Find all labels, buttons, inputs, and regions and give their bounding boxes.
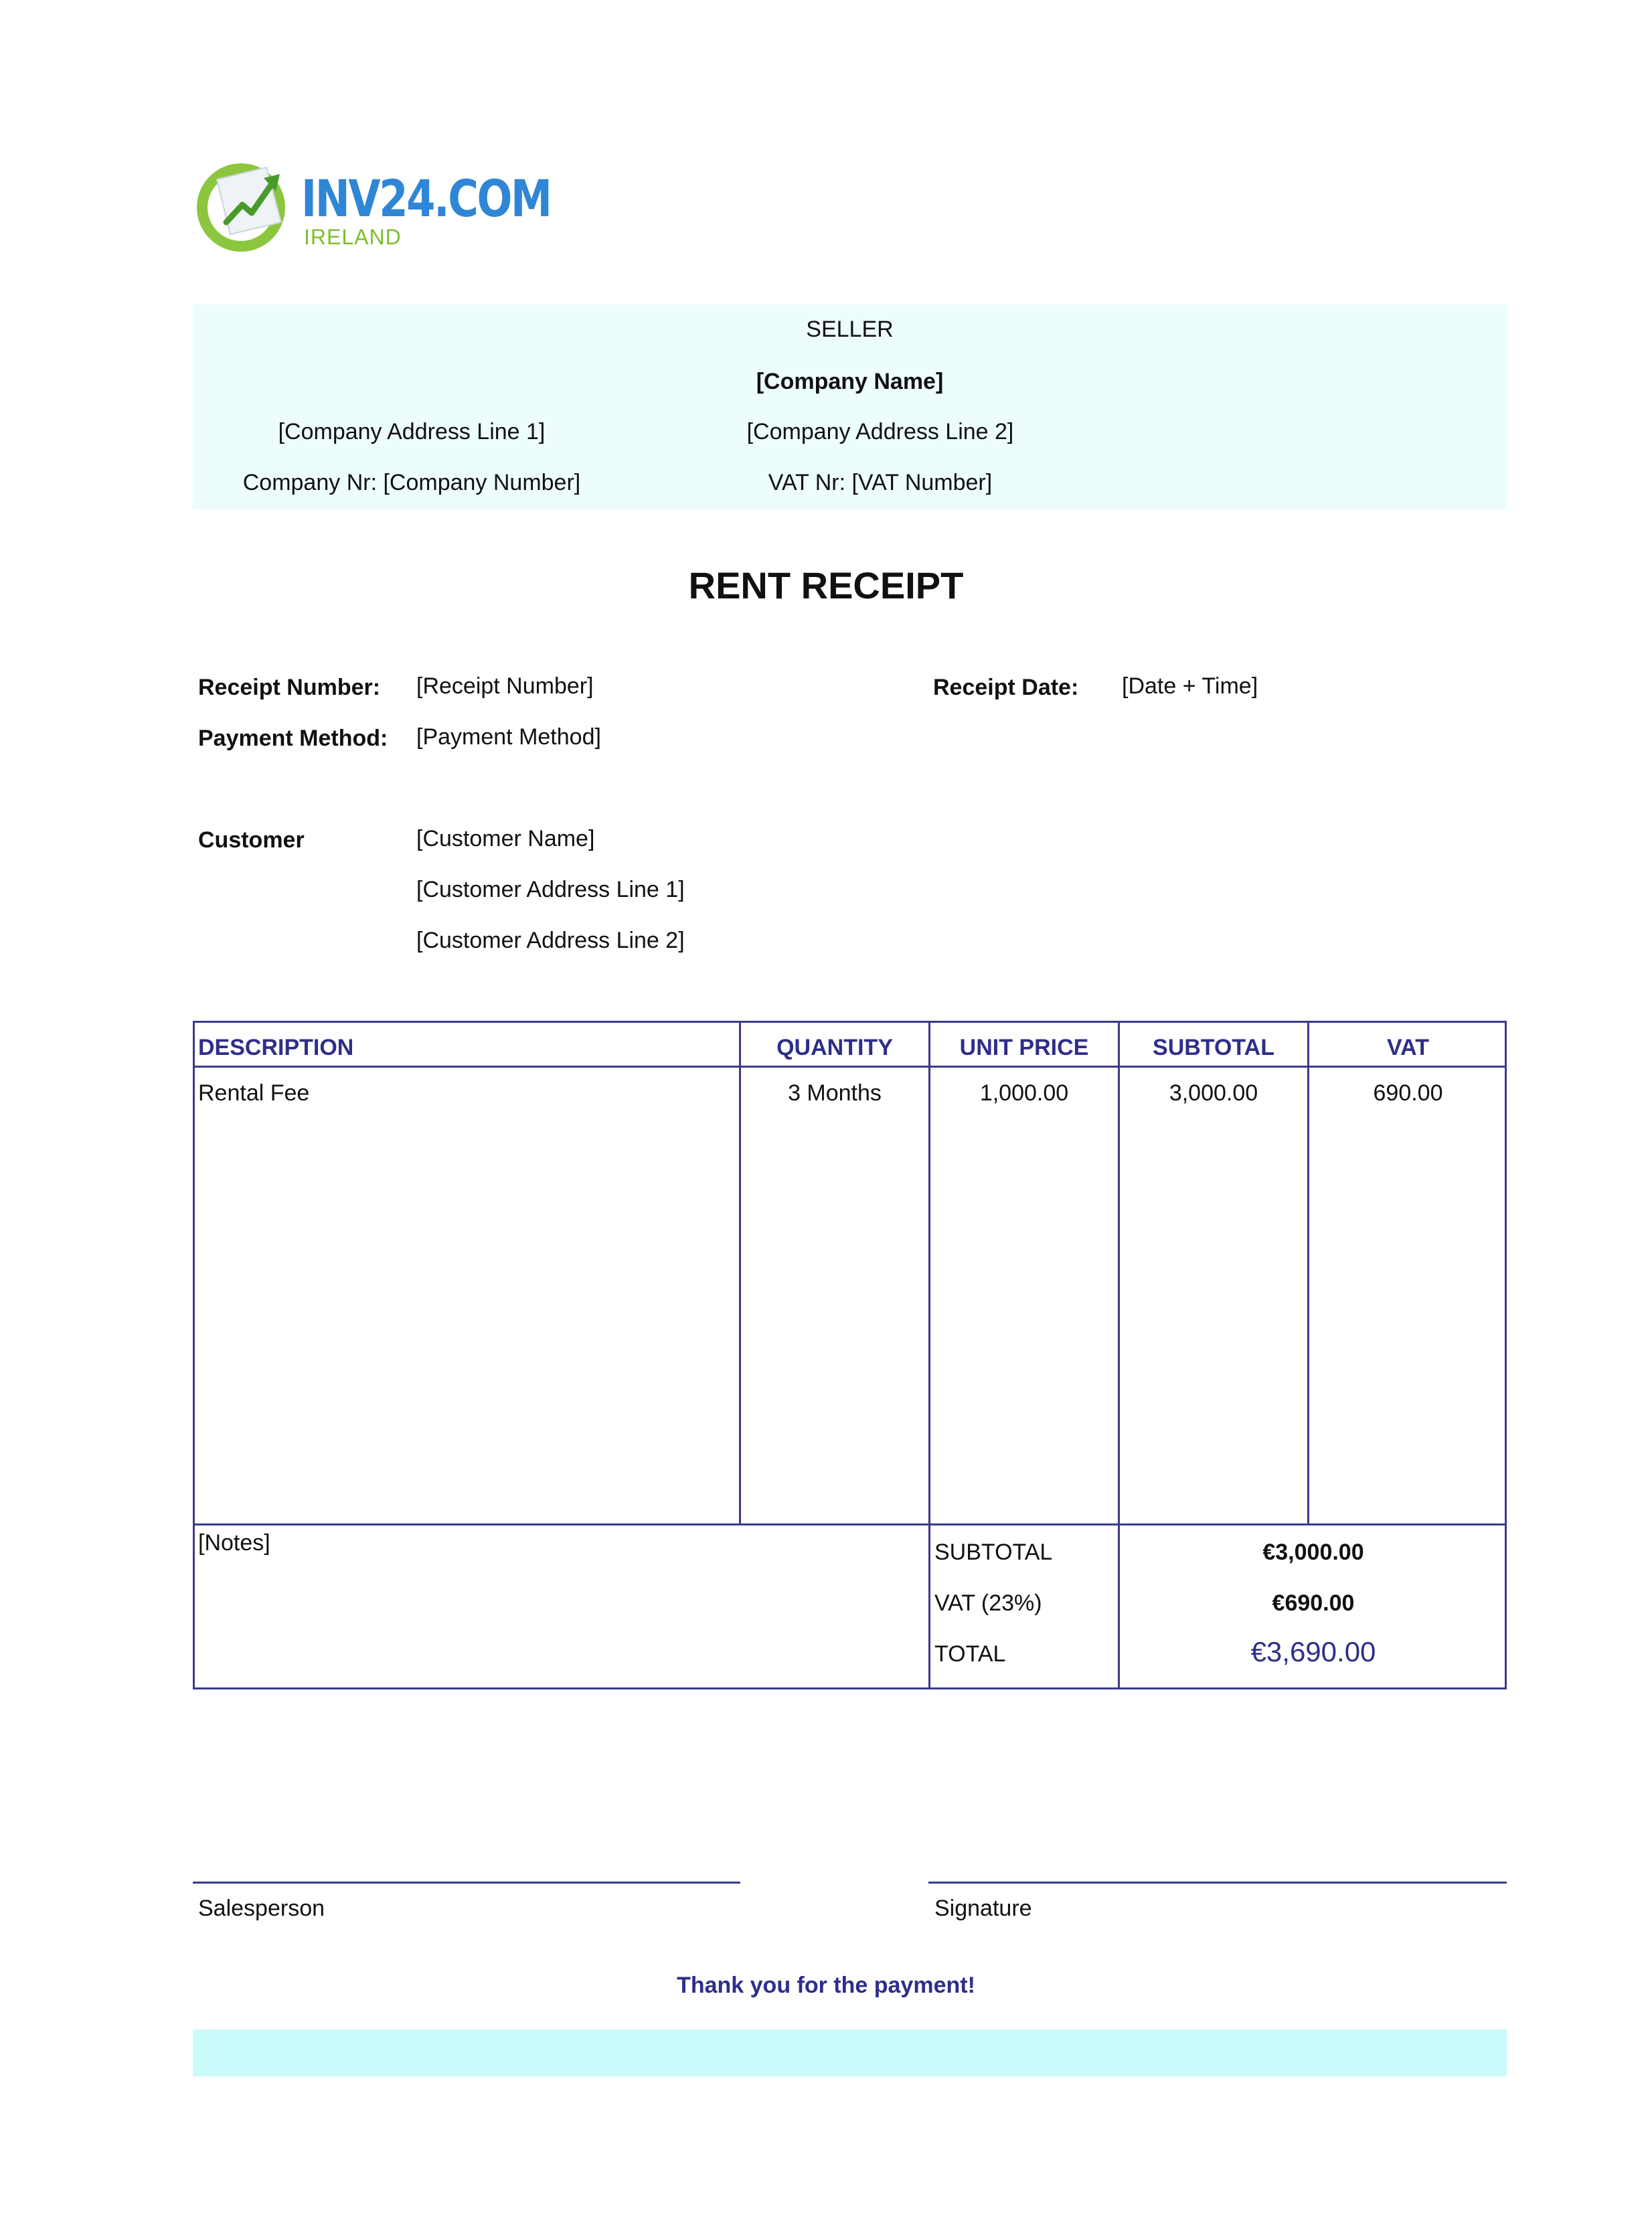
- seller-company-name: [Company Name]: [756, 369, 944, 394]
- company-logo: [194, 155, 551, 256]
- footer-bar: [193, 2030, 1507, 2076]
- table-body-divider: [193, 1523, 1507, 1525]
- chart-arrow-icon: [194, 155, 295, 256]
- seller-address-line-1: [Company Address Line 1]: [278, 419, 546, 444]
- customer-address-line-1: [Customer Address Line 1]: [416, 877, 685, 902]
- customer-signature-line: [928, 1882, 1507, 1884]
- seller-address-line-2: [Company Address Line 2]: [746, 419, 1014, 444]
- notes: [Notes]: [198, 1530, 270, 1556]
- receipt-date-label: Receipt Date:: [933, 675, 1079, 700]
- payment-method-value: [Payment Method]: [416, 724, 601, 750]
- receipt-date-value: [Date + Time]: [1122, 673, 1258, 699]
- salesperson-signature-line: [193, 1882, 740, 1884]
- row-subtotal: 3,000.00: [1169, 1080, 1258, 1106]
- totals-total-label: TOTAL: [934, 1641, 1006, 1667]
- customer-name: [Customer Name]: [416, 826, 595, 851]
- logo-subtitle: IRELAND: [304, 225, 402, 249]
- receipt-number-value: [Receipt Number]: [416, 673, 594, 699]
- logo-brand: INV24.COM: [301, 169, 551, 228]
- seller-vat-number: VAT Nr: [VAT Number]: [768, 470, 993, 495]
- header-vat: VAT: [1387, 1035, 1429, 1060]
- header-description: DESCRIPTION: [198, 1035, 354, 1060]
- row-unit-price: 1,000.00: [979, 1080, 1069, 1106]
- row-vat: 690.00: [1373, 1080, 1443, 1106]
- row-quantity: 3 Months: [788, 1080, 882, 1106]
- table-col-divider-3: [1118, 1021, 1120, 1689]
- customer-address-line-2: [Customer Address Line 2]: [416, 928, 685, 953]
- table-col-divider-2: [928, 1021, 930, 1689]
- receipt-number-label: Receipt Number:: [198, 675, 381, 700]
- header-unit-price: UNIT PRICE: [959, 1035, 1089, 1060]
- customer-label: Customer: [198, 827, 305, 853]
- totals-total-value: €3,690.00: [1250, 1636, 1376, 1667]
- payment-method-label: Payment Method:: [198, 726, 388, 751]
- line-items-table: [193, 1021, 1507, 1689]
- row-description: Rental Fee: [198, 1080, 310, 1106]
- page-title: RENT RECEIPT: [688, 564, 964, 606]
- signature-label: Signature: [934, 1896, 1032, 1921]
- header-quantity: QUANTITY: [776, 1035, 893, 1060]
- totals-subtotal-value: €3,000.00: [1262, 1540, 1364, 1565]
- thank-you-message: Thank you for the payment!: [677, 1973, 975, 1998]
- salesperson-label: Salesperson: [198, 1896, 325, 1921]
- totals-subtotal-label: SUBTOTAL: [934, 1540, 1053, 1565]
- seller-heading: SELLER: [806, 317, 894, 342]
- seller-company-number: Company Nr: [Company Number]: [242, 470, 581, 495]
- header-subtotal: SUBTOTAL: [1153, 1035, 1274, 1060]
- totals-vat-value: €690.00: [1272, 1590, 1355, 1616]
- totals-vat-label: VAT (23%): [934, 1590, 1042, 1616]
